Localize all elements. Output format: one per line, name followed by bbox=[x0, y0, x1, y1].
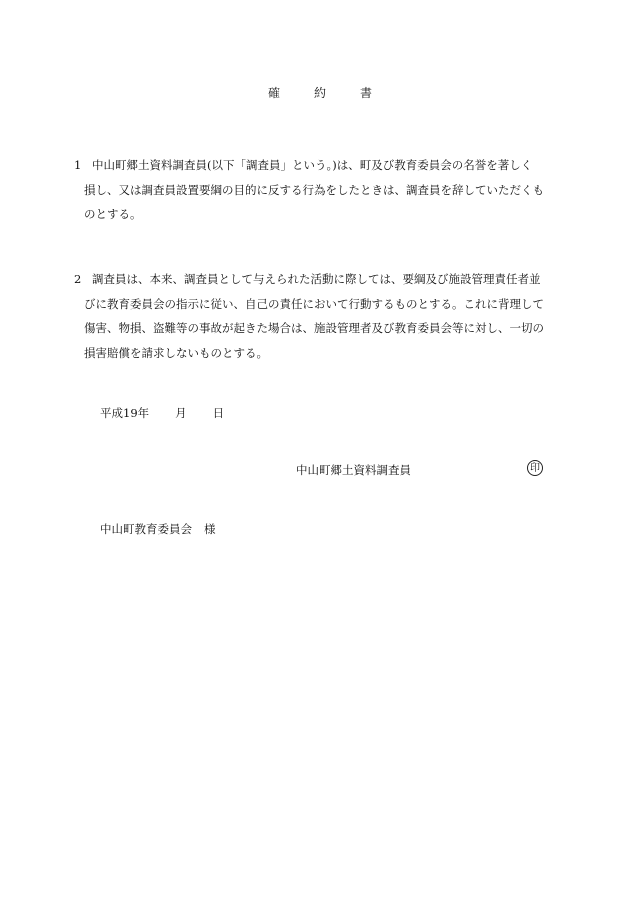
signatory-label: 中山町郷土資料調査員 bbox=[296, 463, 411, 477]
date-line bbox=[100, 405, 224, 421]
title-char-3: 書 bbox=[360, 86, 373, 100]
clause-2-number: 2 bbox=[74, 272, 82, 286]
document-title bbox=[0, 84, 630, 101]
clause-2-line-4: 損害賠償を請求しないものとする。 bbox=[84, 345, 268, 360]
clause-1-text-1: 中山町郷土資料調査員(以下「調査員」という。)は、町及び教育委員会の名誉を著しく bbox=[92, 158, 533, 172]
addressee-line bbox=[100, 521, 216, 537]
title-char-2: 約 bbox=[313, 86, 326, 100]
clause-1-line-3: のとする。 bbox=[84, 207, 142, 221]
title-char-1: 確 bbox=[267, 86, 280, 100]
clause-1-line-2: 損し、又は調査員設置要綱の目的に反する行為をしたときは、調査員を辞していただくも bbox=[84, 182, 544, 197]
clause-2-line-1 bbox=[74, 267, 560, 292]
date-year: 平成19年 bbox=[100, 406, 150, 420]
clause-1 bbox=[74, 153, 560, 227]
clause-2 bbox=[74, 267, 560, 365]
clause-1-number: 1 bbox=[74, 158, 82, 172]
seal-mark: 印 bbox=[527, 460, 543, 476]
addressee-honorific: 様 bbox=[204, 522, 216, 536]
date-month: 月 bbox=[175, 406, 187, 420]
date-day: 日 bbox=[212, 406, 225, 420]
addressee-name: 中山町教育委員会 bbox=[100, 522, 192, 536]
clause-2-line-3: 傷害、物損、盗難等の事故が起きた場合は、施設管理者及び教育委員会等に対し、一切の bbox=[84, 321, 544, 335]
clause-2-line-2: びに教育委員会の指示に従い、自己の責任において行動するものとする。これに背理して bbox=[84, 296, 544, 311]
clause-2-text-1: 調査員は、本来、調査員として与えられた活動に際しては、要綱及び施設管理責任者並 bbox=[92, 272, 541, 286]
clause-1-line-1 bbox=[74, 153, 560, 178]
